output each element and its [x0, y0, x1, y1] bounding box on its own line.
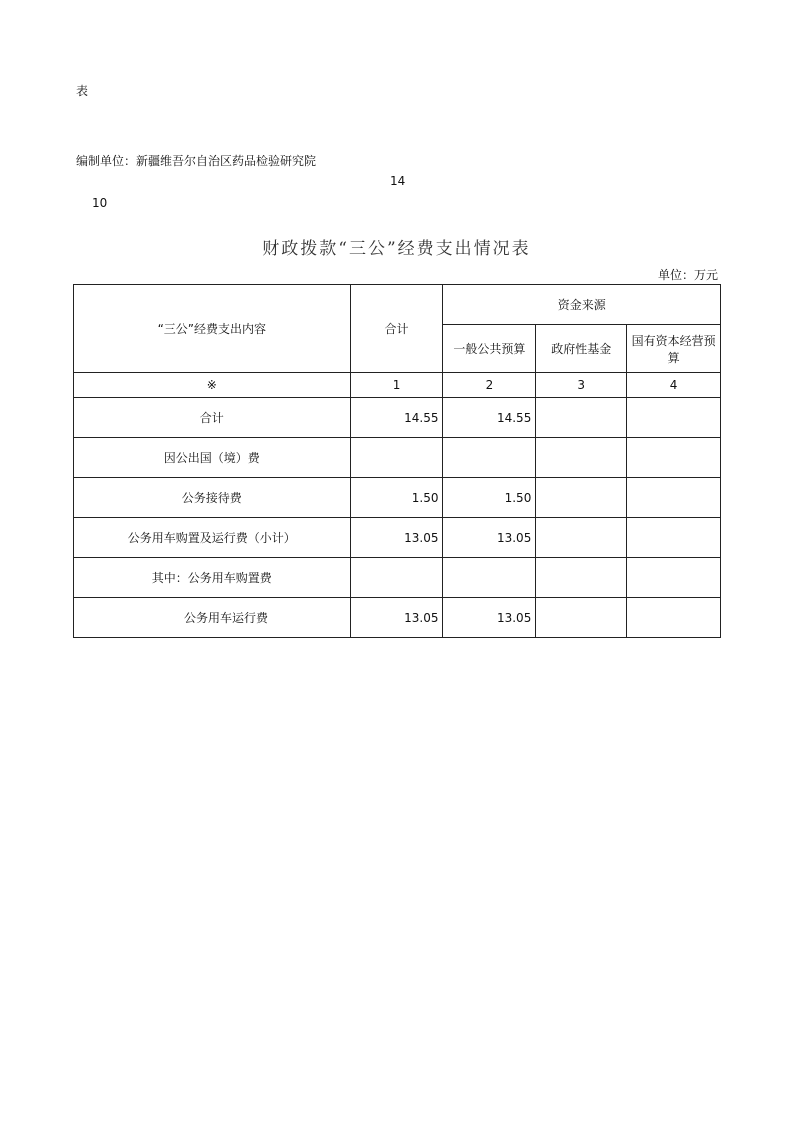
cell-state-capital: [627, 438, 721, 478]
doc-label: 表: [76, 84, 89, 98]
cell-general: 13.05: [443, 598, 536, 638]
cell-gov-fund: [536, 478, 627, 518]
cell-total: 1.50: [350, 478, 443, 518]
row-label: 公务用车购置及运行费（小计）: [74, 518, 351, 558]
cell-state-capital: [627, 598, 721, 638]
stray-number-10: 10: [92, 196, 108, 210]
three-public-expenses-table: [73, 284, 721, 638]
header-state-capital: 国有资本经营预算: [627, 325, 721, 373]
cell-general: 14.55: [443, 398, 536, 438]
index-cell: 2: [443, 373, 536, 398]
cell-gov-fund: [536, 438, 627, 478]
row-label: 公务用车运行费: [74, 598, 351, 638]
cell-state-capital: [627, 398, 721, 438]
unit-label: 单位：万元: [657, 268, 718, 282]
index-cell: 1: [350, 373, 443, 398]
index-row: [74, 373, 721, 398]
row-label: 因公出国（境）费: [74, 438, 351, 478]
index-cell: 4: [627, 373, 721, 398]
table-row: [74, 398, 721, 438]
header-general-budget: 一般公共预算: [443, 325, 536, 373]
index-cell: 3: [536, 373, 627, 398]
table-row: [74, 478, 721, 518]
header-gov-fund: 政府性基金: [536, 325, 627, 373]
cell-total: [350, 438, 443, 478]
table-title: 财政拨款“三公”经费支出情况表: [262, 239, 531, 259]
stray-number-14: 14: [390, 174, 406, 188]
cell-gov-fund: [536, 518, 627, 558]
header-item: “三公”经费支出内容: [74, 285, 351, 373]
header-source-group: 资金来源: [443, 285, 721, 325]
row-label: 合计: [74, 398, 351, 438]
cell-general: 13.05: [443, 518, 536, 558]
cell-state-capital: [627, 558, 721, 598]
table-row: [74, 518, 721, 558]
cell-gov-fund: [536, 598, 627, 638]
index-cell: ※: [74, 373, 351, 398]
header-total: 合计: [350, 285, 443, 373]
cell-total: 14.55: [350, 398, 443, 438]
cell-total: [350, 558, 443, 598]
row-label: 公务接待费: [74, 478, 351, 518]
table-row: [74, 598, 721, 638]
row-label: 其中：公务用车购置费: [74, 558, 351, 598]
cell-state-capital: [627, 478, 721, 518]
table-row: [74, 438, 721, 478]
cell-total: 13.05: [350, 598, 443, 638]
cell-general: 1.50: [443, 478, 536, 518]
cell-general: [443, 558, 536, 598]
cell-state-capital: [627, 518, 721, 558]
header-row: [74, 285, 721, 325]
cell-gov-fund: [536, 398, 627, 438]
cell-general: [443, 438, 536, 478]
table-row: [74, 558, 721, 598]
compiling-unit: 编制单位：新疆维吾尔自治区药品检验研究院: [76, 154, 317, 168]
cell-gov-fund: [536, 558, 627, 598]
cell-total: 13.05: [350, 518, 443, 558]
